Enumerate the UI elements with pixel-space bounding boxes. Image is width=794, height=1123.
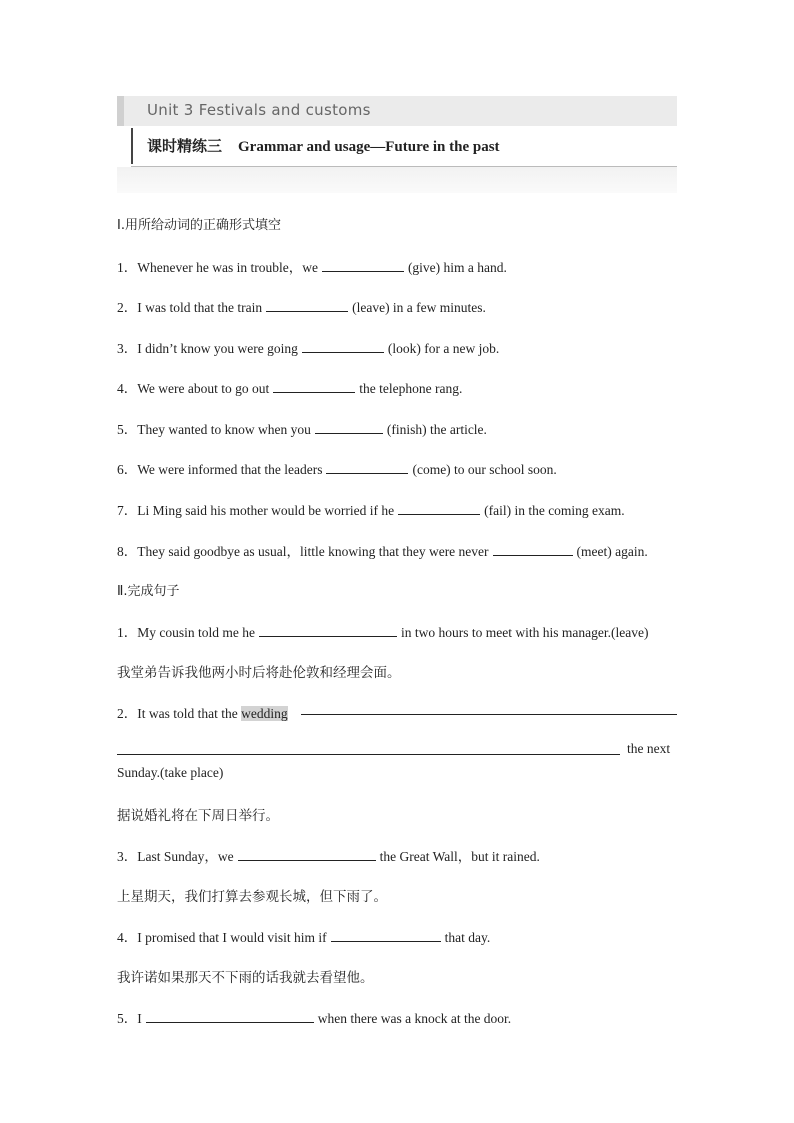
- question-number: 6．: [117, 462, 138, 477]
- question-text: the next: [627, 741, 671, 756]
- s1-question-6: [117, 458, 557, 478]
- question-text: (finish) the article.: [386, 422, 487, 437]
- question-text: (come) to our school soon.: [412, 462, 557, 477]
- s1-question-3: [117, 337, 499, 357]
- s1-question-2: [117, 296, 486, 316]
- question-text: (look) for a new job.: [387, 341, 500, 356]
- question-text: when there was a knock at the door.: [317, 1011, 512, 1026]
- question-number: 2．: [117, 706, 138, 721]
- section-1-title: Ⅰ.用所给动词的正确形式填空: [117, 218, 281, 233]
- question-text: We were about to go out: [137, 381, 270, 396]
- lesson-title-cn: 课时精练三: [147, 137, 223, 155]
- unit-banner: [117, 96, 677, 126]
- answer-blank[interactable]: [398, 502, 480, 515]
- question-text: They wanted to know when you: [137, 422, 311, 437]
- question-number: 4．: [117, 381, 138, 396]
- s2-question-5: [117, 1007, 511, 1027]
- question-text: (fail) in the coming exam.: [484, 503, 625, 518]
- question-number: 5．: [117, 422, 138, 437]
- question-text: They said goodbye as usual，little knowing that they were never: [137, 544, 489, 559]
- question-text-continued: Sunday.(take place): [117, 765, 224, 780]
- header-shade: [117, 167, 677, 193]
- answer-blank-continued[interactable]: [117, 754, 620, 755]
- s2-question-4: [117, 926, 490, 946]
- s2-question-1-translation: 我堂弟告诉我他两小时后将赴伦敦和经理会面。: [117, 665, 401, 681]
- lesson-title: [147, 135, 500, 156]
- lesson-title-en: Grammar and usage—Future in the past: [238, 139, 500, 155]
- s2-question-2: [117, 702, 288, 722]
- banner-accent: [117, 96, 124, 126]
- answer-blank[interactable]: [301, 714, 677, 715]
- question-text: the telephone rang.: [359, 381, 463, 396]
- answer-blank[interactable]: [238, 848, 376, 861]
- unit-title: Unit 3 Festivals and customs: [147, 101, 371, 119]
- question-text: the Great Wall，but it rained.: [379, 849, 540, 864]
- question-text: I didn’t know you were going: [137, 341, 298, 356]
- question-text: Whenever he was in trouble，we: [137, 260, 318, 275]
- s1-question-1: [117, 256, 507, 276]
- question-number: 8．: [117, 544, 138, 559]
- question-text: Li Ming said his mother would be worried if he: [137, 503, 395, 518]
- question-text: I promised that I would visit him if: [137, 930, 327, 945]
- s2-question-4-translation: 我许诺如果那天不下雨的话我就去看望他。: [117, 970, 374, 986]
- question-text: Last Sunday，we: [137, 849, 234, 864]
- lesson-accent-bar: [131, 128, 133, 164]
- question-text: in two hours to meet with his manager.(leave): [401, 625, 649, 640]
- question-number: 5．: [117, 1011, 138, 1026]
- question-text: We were informed that the leaders: [137, 462, 323, 477]
- question-number: 4．: [117, 930, 138, 945]
- s1-question-4: [117, 377, 462, 397]
- question-number: 1．: [117, 260, 138, 275]
- question-number: 7．: [117, 503, 138, 518]
- s2-question-2-translation: 据说婚礼将在下周日举行。: [117, 808, 279, 824]
- answer-blank[interactable]: [326, 461, 408, 474]
- answer-blank[interactable]: [273, 380, 355, 393]
- answer-blank[interactable]: [315, 421, 383, 434]
- s1-question-8: [117, 540, 648, 560]
- question-text: I was told that the train: [137, 300, 263, 315]
- s1-question-5: [117, 418, 487, 438]
- question-text: (leave) in a few minutes.: [352, 300, 486, 315]
- answer-blank[interactable]: [266, 299, 348, 312]
- question-text: It was told that the: [137, 706, 238, 721]
- question-text: (meet) again.: [576, 544, 648, 559]
- answer-blank[interactable]: [331, 929, 441, 942]
- s2-question-3: [117, 845, 540, 865]
- question-text: My cousin told me he: [137, 625, 255, 640]
- question-number: 3．: [117, 849, 138, 864]
- question-text: I: [137, 1011, 142, 1026]
- s2-question-3-translation: 上星期天，我们打算去参观长城，但下雨了。: [117, 889, 387, 905]
- answer-blank[interactable]: [302, 340, 384, 353]
- answer-blank[interactable]: [259, 624, 397, 637]
- answer-blank[interactable]: [322, 259, 404, 272]
- question-text: that day.: [444, 930, 491, 945]
- question-number: 2．: [117, 300, 138, 315]
- highlighted-word: wedding: [241, 706, 288, 721]
- answer-blank[interactable]: [146, 1010, 314, 1023]
- question-number: 1．: [117, 625, 138, 640]
- section-2-title: Ⅱ.完成句子: [117, 584, 180, 599]
- s1-question-7: [117, 499, 625, 519]
- question-number: 3．: [117, 341, 138, 356]
- question-text: (give) him a hand.: [407, 260, 507, 275]
- page-header: [117, 96, 677, 193]
- s2-question-1: [117, 621, 648, 641]
- answer-blank[interactable]: [493, 543, 573, 556]
